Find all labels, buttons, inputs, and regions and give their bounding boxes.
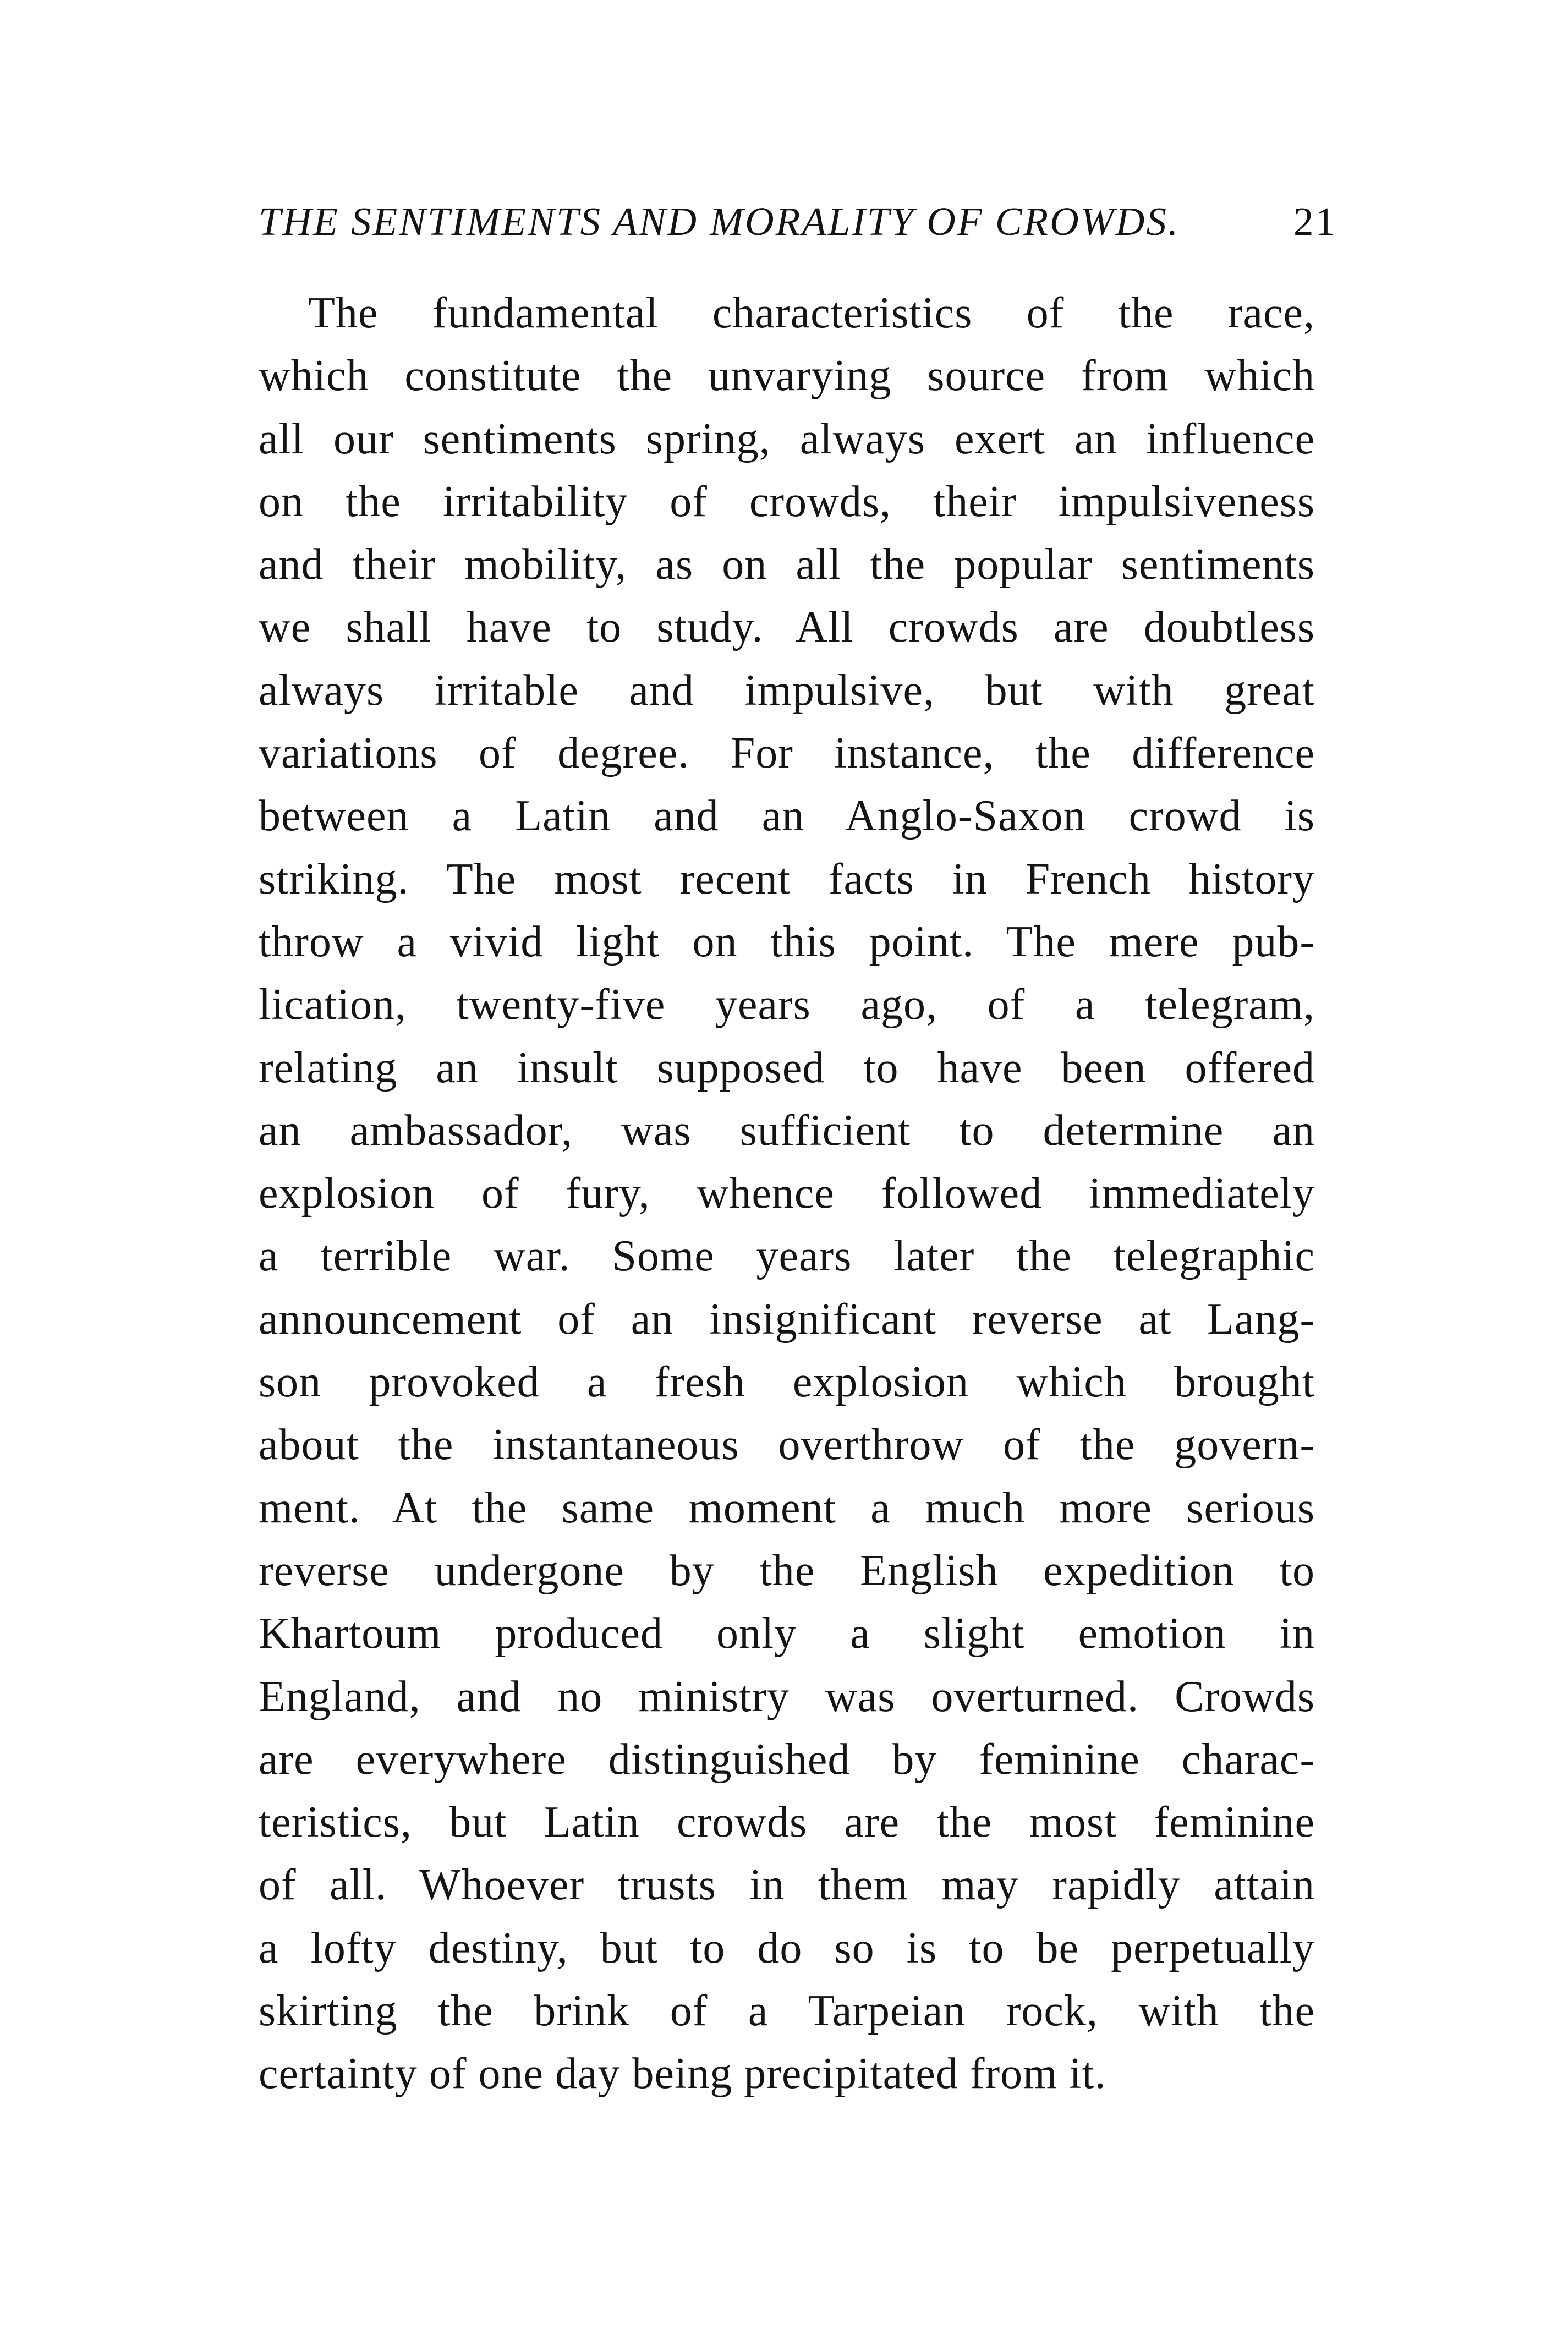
text-line: son provoked a fresh explosion which brought [259, 1358, 1315, 1407]
page-number: 21 [1293, 199, 1337, 244]
text-line: announcement of an insignificant reverse at Lang- [259, 1295, 1315, 1344]
body-paragraph [259, 282, 1315, 2106]
text-line: which constitute the unvarying source from which [259, 352, 1315, 401]
text-line: are everywhere distinguished by feminine charac- [259, 1735, 1315, 1784]
running-head [259, 191, 1337, 252]
text-line: striking. The most recent facts in French history [259, 854, 1315, 903]
text-line: relating an insult supposed to have been offered [259, 1043, 1315, 1092]
text-line: The fundamental characteristics of the race, [308, 289, 1315, 337]
text-line: on the irritability of crowds, their impulsiveness [259, 477, 1315, 526]
text-line: between a Latin and an Anglo-Saxon crowd is [259, 792, 1315, 841]
text-line: a lofty destiny, but to do so is to be perpetually [259, 1923, 1315, 1972]
text-line: skirting the brink of a Tarpeian rock, with the [259, 1987, 1315, 2036]
text-line: an ambassador, was sufficient to determine an [259, 1106, 1315, 1155]
text-line: ment. At the same moment a much more serious [259, 1483, 1315, 1532]
text-line: Khartoum produced only a slight emotion in [259, 1609, 1315, 1658]
text-line: variations of degree. For instance, the difference [259, 729, 1315, 778]
text-line: certainty of one day being precipitated from it. [259, 2049, 1106, 2098]
text-line: lication, twenty-five years ago, of a telegram, [259, 980, 1315, 1029]
text-line: England, and no ministry was overturned. Crowds [259, 1672, 1315, 1721]
text-line: we shall have to study. All crowds are doubtless [259, 603, 1315, 652]
text-line: explosion of fury, whence followed immediately [259, 1169, 1315, 1218]
text-line: of all. Whoever trusts in them may rapidly attain [259, 1861, 1315, 1910]
text-line: reverse undergone by the English expedition to [259, 1546, 1315, 1595]
text-line: about the instantaneous overthrow of the govern- [259, 1421, 1315, 1470]
text-line: a terrible war. Some years later the telegraphic [259, 1232, 1315, 1281]
text-line: all our sentiments spring, always exert an influence [259, 414, 1315, 463]
text-line: throw a vivid light on this point. The mere pub- [259, 917, 1315, 966]
text-line: and their mobility, as on all the popular sentiments [259, 540, 1315, 589]
text-line: teristics, but Latin crowds are the most feminine [259, 1798, 1315, 1847]
text-line: always irritable and impulsive, but with great [259, 666, 1315, 715]
running-head-title: THE SENTIMENTS AND MORALITY OF CROWDS. [259, 199, 1180, 244]
